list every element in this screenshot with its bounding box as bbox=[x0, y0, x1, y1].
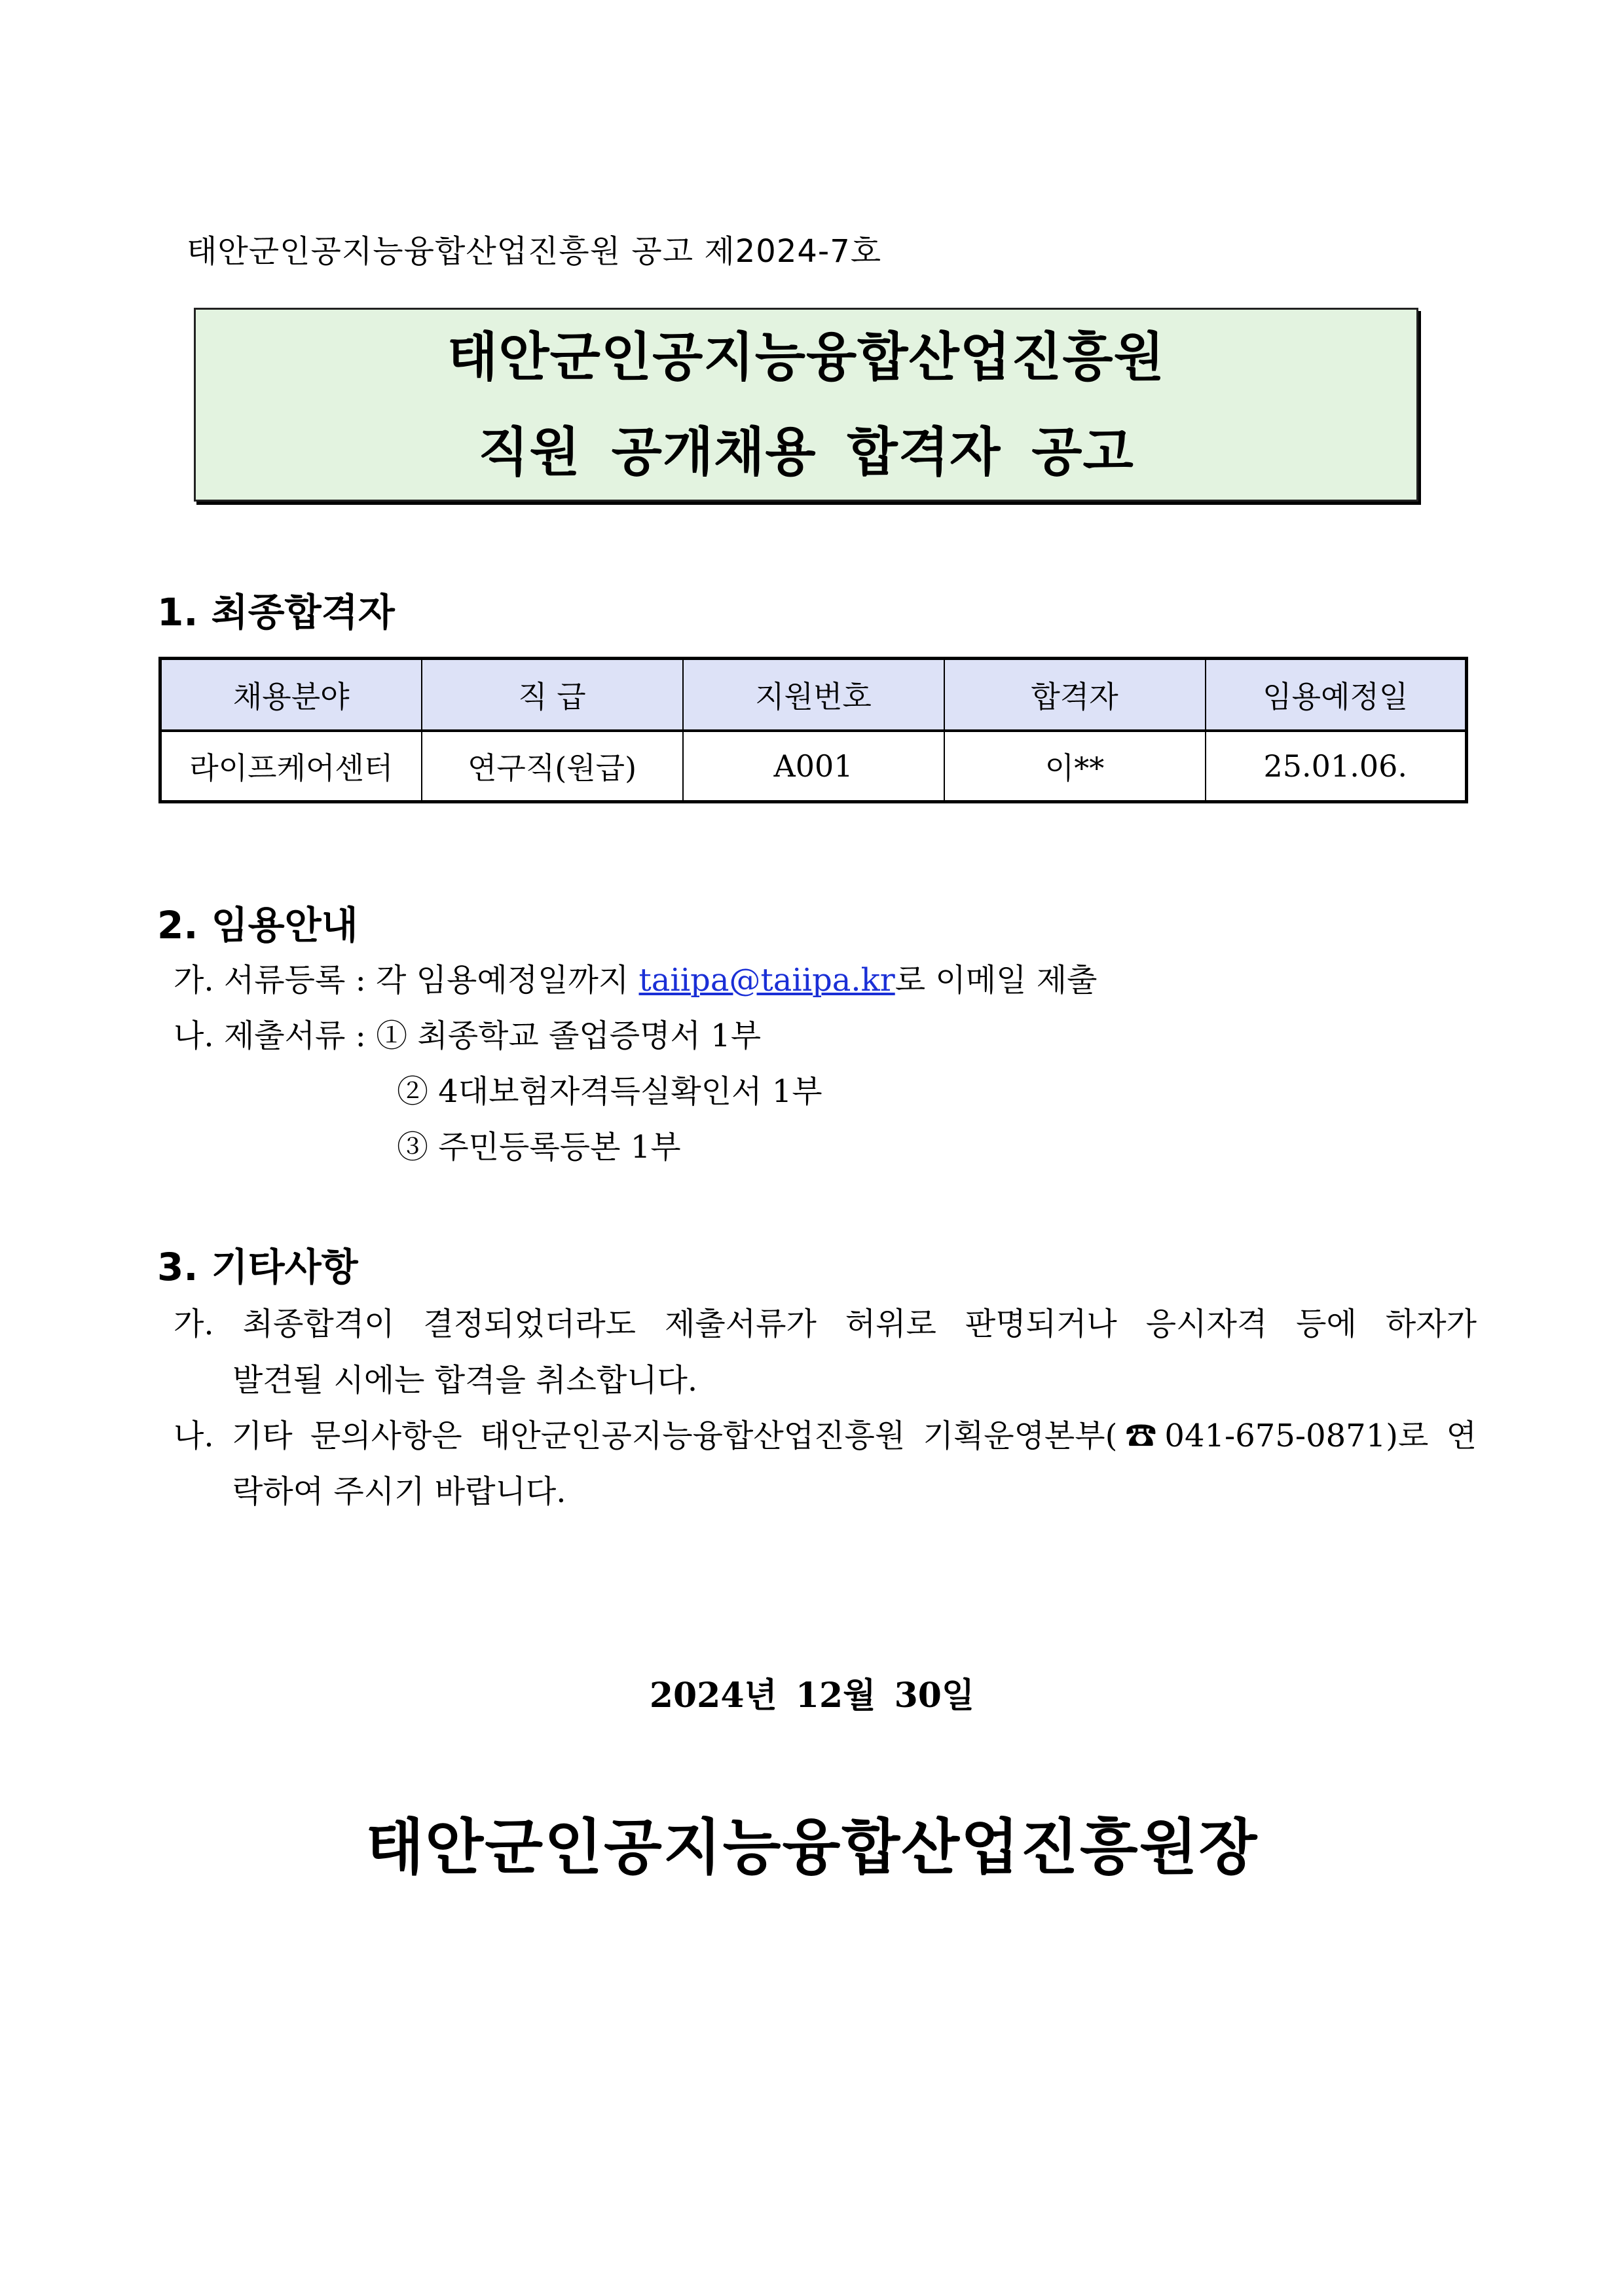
issuer-signature: 태안군인공지능융합산업진흥원장 bbox=[365, 1812, 1259, 1882]
title-line-2: 직원 공개채용 합격자 공고 bbox=[478, 422, 1134, 483]
required-document-1: ① 최종학교 졸업증명서 1부 bbox=[376, 1018, 762, 1054]
section-1-heading: 1. 최종합격자 bbox=[157, 590, 395, 634]
section-3-heading: 3. 기타사항 bbox=[157, 1245, 358, 1289]
column-header-appointment-date: 임용예정일 bbox=[1206, 659, 1467, 731]
title-box bbox=[194, 308, 1418, 502]
section-2-heading: 2. 임용안내 bbox=[157, 903, 358, 947]
column-header-application-number: 지원번호 bbox=[683, 659, 944, 731]
column-header-grade: 직 급 bbox=[422, 659, 683, 731]
email-link[interactable]: taiipa@taiipa.kr bbox=[638, 962, 895, 999]
submission-item-a bbox=[174, 961, 1097, 1000]
column-header-successful-applicant: 합격자 bbox=[944, 659, 1206, 731]
column-header-field: 채용분야 bbox=[160, 659, 422, 731]
result-table bbox=[158, 657, 1468, 803]
title-line-1: 태안군인공지능융합산업진흥원 bbox=[447, 327, 1165, 388]
notice-number: 태안군인공지능융합산업진흥원 공고 제2024-7호 bbox=[187, 233, 882, 270]
table-header-row bbox=[160, 659, 1467, 731]
cell-appointment-date: 25.01.06. bbox=[1206, 731, 1467, 802]
submission-item-a-suffix: 로 이메일 제출 bbox=[895, 962, 1098, 999]
required-document-3: ③ 주민등록등본 1부 bbox=[397, 1129, 681, 1166]
issue-date: 2024년 12월 30일 bbox=[649, 1676, 975, 1716]
cell-application-number: A001 bbox=[683, 731, 944, 802]
submission-item-b bbox=[174, 1016, 761, 1056]
submission-item-a-prefix: 가. 서류등록 : 각 임용예정일까지 bbox=[174, 962, 629, 999]
required-document-2: ② 4대보험자격득실확인서 1부 bbox=[397, 1073, 822, 1110]
other-item-b-line-1: 나. 기타 문의사항은 태안군인공지능융합산업진흥원 기획운영본부(☎041-675-0871)로 연 bbox=[174, 1418, 1477, 1454]
cell-grade: 연구직(원급) bbox=[422, 731, 683, 802]
submission-item-b-prefix: 나. 제출서류 : bbox=[174, 1018, 366, 1054]
other-item-b-line-2: 락하여 주시기 바랍니다. bbox=[232, 1473, 566, 1510]
other-item-a-line-1: 가. 최종합격이 결정되었더라도 제출서류가 허위로 판명되거나 응시자격 등에 하자가 bbox=[174, 1306, 1477, 1342]
table-row bbox=[160, 731, 1467, 802]
cell-field: 라이프케어센터 bbox=[160, 731, 422, 802]
other-item-a-line-2: 발견될 시에는 합격을 취소합니다. bbox=[232, 1362, 698, 1399]
cell-successful-applicant: 이** bbox=[944, 731, 1206, 802]
